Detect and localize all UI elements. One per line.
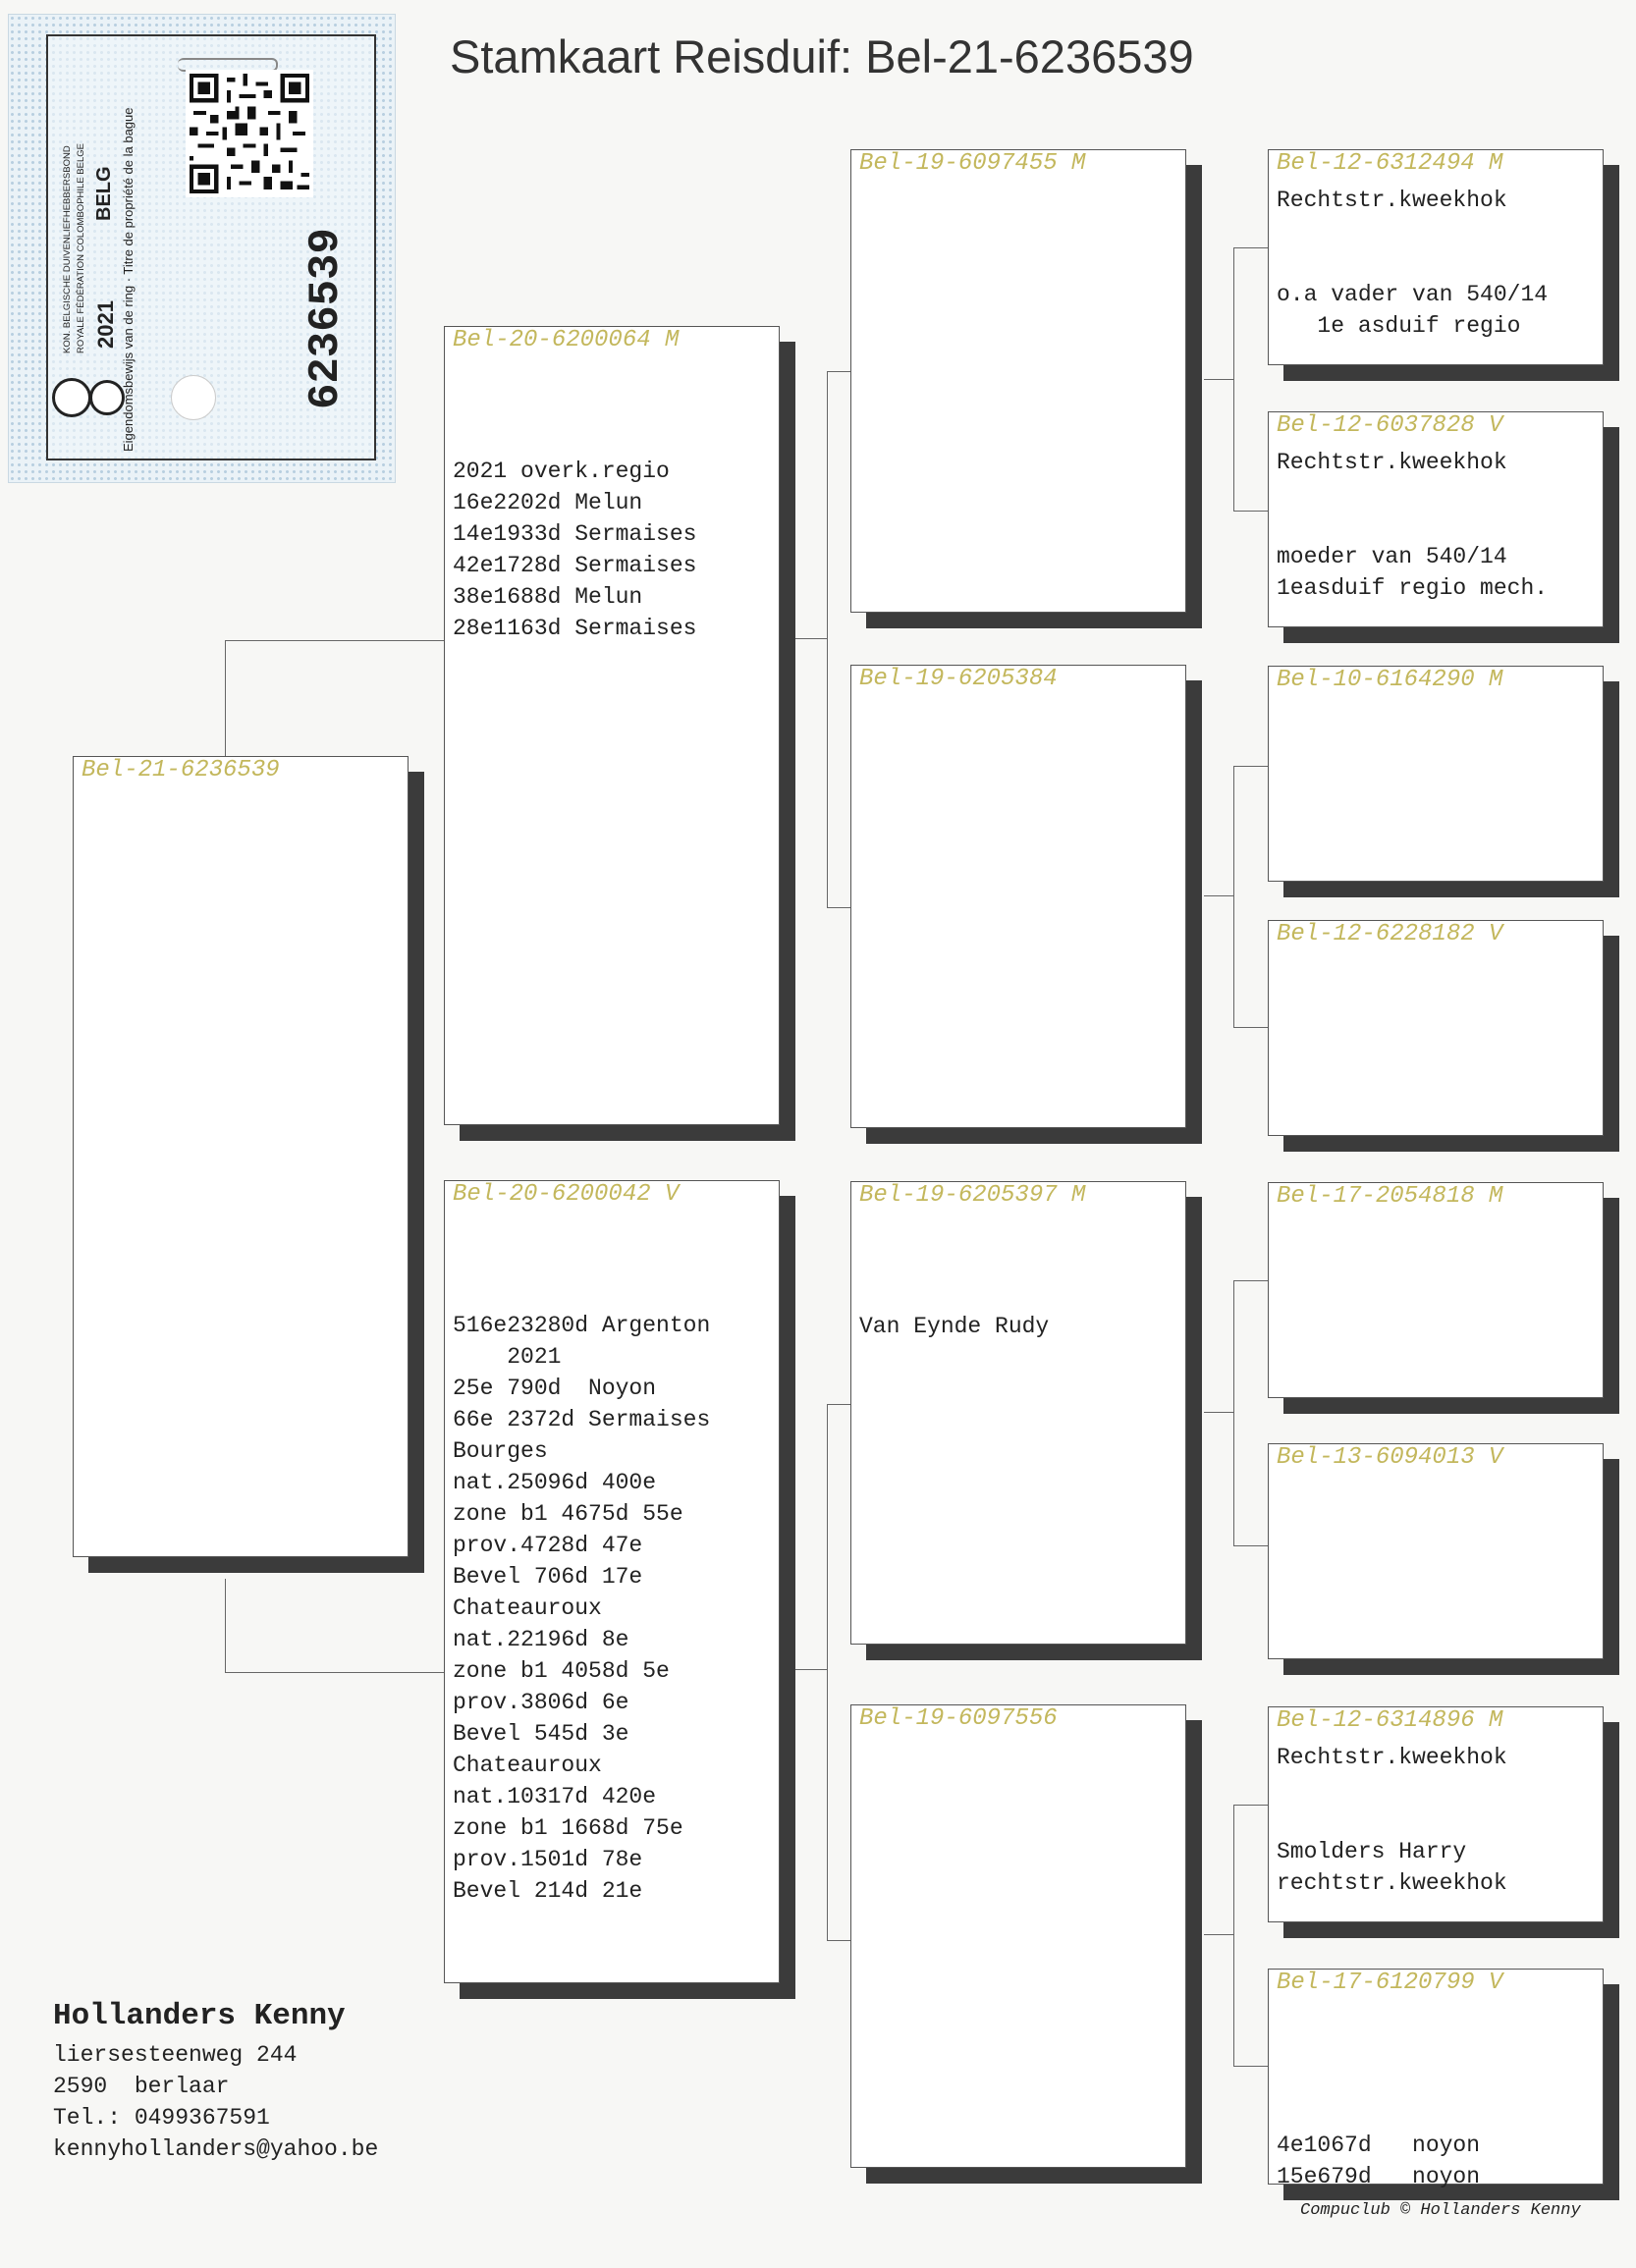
pigeon-note-line: Rechtstr.kweekhok (1277, 450, 1507, 475)
connector (794, 1669, 827, 1670)
connector (1233, 766, 1268, 767)
owner-city: 2590 berlaar (53, 2074, 230, 2099)
ring-card-country: BELG (93, 166, 115, 221)
pigeon-note-line: Rechtstr.kweekhok (1277, 188, 1507, 213)
connector (1233, 766, 1234, 1027)
ring-number: Bel-12-6228182 V (1277, 921, 1503, 947)
pigeon-note-line: 16e2202d Melun (453, 490, 643, 515)
pigeon-note-line: zone b1 1668d 75e (453, 1815, 683, 1841)
ring-number: Bel-12-6312494 M (1277, 150, 1503, 177)
federation-emblem-icon (52, 378, 91, 417)
pigeon-note-line: Chateauroux (453, 1595, 602, 1621)
ring-number: Bel-19-6097556 (859, 1705, 1058, 1732)
pigeon-box-mf (850, 1181, 1186, 1645)
ring-number: Bel-19-6205397 M (859, 1182, 1086, 1209)
connector (225, 1579, 226, 1672)
pigeon-note-line: nat.22196d 8e (453, 1627, 629, 1652)
pigeon-note-line: nat.10317d 420e (453, 1784, 657, 1809)
pigeon-box-mother (444, 1180, 780, 1983)
pigeon-note-line: moeder van 540/14 (1277, 544, 1507, 569)
pigeon-box-mfm (1268, 1443, 1604, 1659)
pigeon-note-line: Bourges (453, 1438, 548, 1464)
pigeon-box-father (444, 326, 780, 1125)
pigeon-note-line: 38e1688d Melun (453, 584, 643, 610)
ring-number: Bel-12-6037828 V (1277, 412, 1503, 439)
pigeon-note-line: Bevel 545d 3e (453, 1721, 629, 1747)
connector (1233, 2066, 1268, 2067)
pigeon-note-line: Smolders Harry (1277, 1839, 1467, 1864)
ring-number: Bel-21-6236539 (82, 757, 280, 783)
connector (827, 371, 850, 372)
connector (1204, 1412, 1233, 1413)
pigeon-note-line: 42e1728d Sermaises (453, 553, 697, 578)
pigeon-box-fff (1268, 149, 1604, 365)
pigeon-note-line: 28e1163d Sermaises (453, 616, 697, 641)
connector (1233, 247, 1268, 248)
page-title: Stamkaart Reisduif: Bel-21-6236539 (450, 30, 1194, 82)
ring-number: Bel-17-6120799 V (1277, 1970, 1503, 1996)
card-hole (171, 375, 216, 420)
pigeon-note-line: Bevel 214d 21e (453, 1878, 643, 1904)
pigeon-box-fmf (1268, 666, 1604, 882)
connector (827, 1940, 850, 1941)
pigeon-note-line: 14e1933d Sermaises (453, 521, 697, 547)
pigeon-note-line: prov.4728d 47e (453, 1533, 643, 1558)
connector (827, 371, 828, 907)
pigeon-note-line: 2021 overk.regio (453, 459, 670, 484)
connector (827, 1404, 850, 1405)
pigeon-box-ffm (1268, 411, 1604, 627)
connector (225, 1672, 445, 1673)
pigeon-note-line: 66e 2372d Sermaises (453, 1407, 711, 1432)
connector (794, 638, 827, 639)
connector (1204, 379, 1233, 380)
owner-email: kennyhollanders@yahoo.be (53, 2136, 379, 2162)
connector (1233, 1027, 1268, 1028)
ring-number: Bel-17-2054818 M (1277, 1183, 1503, 1210)
pigeon-note-line: prov.1501d 78e (453, 1847, 643, 1872)
connector (1233, 511, 1268, 512)
ring-card-org-nl: KON. BELGISCHE DUIVENLIEFHEBBERSBOND (62, 145, 73, 353)
connector (1204, 1934, 1233, 1935)
ring-card-ownership-text: Eigendomsbewijs van de ring · Titre de propriété de la bague (121, 107, 136, 452)
connector (225, 640, 445, 641)
connector (827, 907, 850, 908)
pigeon-note-line: 25e 790d Noyon (453, 1376, 657, 1401)
ring-card-org-fr: ROYALE FÉDÉRATION COLOMBOPHILE BELGE (76, 143, 86, 353)
pigeon-box-mm (850, 1704, 1186, 2168)
pigeon-box-mff (1268, 1182, 1604, 1398)
connector (1233, 247, 1234, 511)
pigeon-note-line: 1e asduif regio (1277, 313, 1521, 339)
ring-number: Bel-10-6164290 M (1277, 667, 1503, 693)
pigeon-note-line: 2021 (453, 1344, 562, 1370)
pigeon-box-mmm (1268, 1969, 1604, 2189)
ring-number: Bel-12-6314896 M (1277, 1707, 1503, 1734)
pigeon-note-line: prov.3806d 6e (453, 1690, 629, 1715)
owner-phone: Tel.: 0499367591 (53, 2105, 270, 2131)
footer-credit: Compuclub © Hollanders Kenny (1300, 2201, 1581, 2220)
pigeon-note-line: Van Eynde Rudy (859, 1314, 1050, 1339)
connector (1204, 895, 1233, 896)
pigeon-note-line: 15e679d noyon (1277, 2164, 1481, 2189)
ring-number: Bel-13-6094013 V (1277, 1444, 1503, 1471)
pigeon-note-line: 1easduif regio mech. (1277, 575, 1549, 601)
qr-code-icon (186, 70, 313, 197)
pigeon-box-fmm (1268, 920, 1604, 1136)
pigeon-note-line: 516e23280d Argenton (453, 1313, 711, 1338)
ring-number: Bel-20-6200042 V (453, 1181, 680, 1208)
connector (1233, 1280, 1268, 1281)
pigeon-note-line: zone b1 4675d 55e (453, 1501, 683, 1527)
ring-card (8, 14, 396, 483)
connector (225, 640, 226, 756)
pigeon-note-line: o.a vader van 540/14 (1277, 282, 1549, 307)
connector (1233, 1280, 1234, 1545)
pigeon-note-line: Bevel 706d 17e (453, 1564, 643, 1590)
ring-number: Bel-20-6200064 M (453, 327, 680, 353)
pigeon-box-subject (73, 756, 409, 1557)
ring-card-year: 2021 (93, 300, 118, 349)
pigeon-box-ff (850, 149, 1186, 613)
pigeon-box-mmf (1268, 1706, 1604, 1922)
pigeon-note-line: Chateauroux (453, 1753, 602, 1778)
owner-street: liersesteenweg 244 (53, 2042, 298, 2068)
connector (1233, 1805, 1268, 1806)
pigeon-note-line: rechtstr.kweekhok (1277, 1870, 1507, 1896)
ring-number: Bel-19-6205384 (859, 666, 1058, 692)
pigeon-note-line: nat.25096d 400e (453, 1470, 657, 1495)
connector (1233, 1545, 1268, 1546)
pigeon-box-fm (850, 665, 1186, 1128)
pigeon-note-line: 4e1067d noyon (1277, 2133, 1481, 2158)
ring-number: Bel-19-6097455 M (859, 150, 1086, 177)
connector (827, 1404, 828, 1940)
b-logo-icon (89, 380, 125, 415)
pigeon-note-line: Rechtstr.kweekhok (1277, 1745, 1507, 1770)
owner-name: Hollanders Kenny (53, 1999, 346, 2033)
connector (1233, 1805, 1234, 2066)
pigeon-note-line: zone b1 4058d 5e (453, 1658, 670, 1684)
ring-card-number: 6236539 (301, 228, 351, 409)
